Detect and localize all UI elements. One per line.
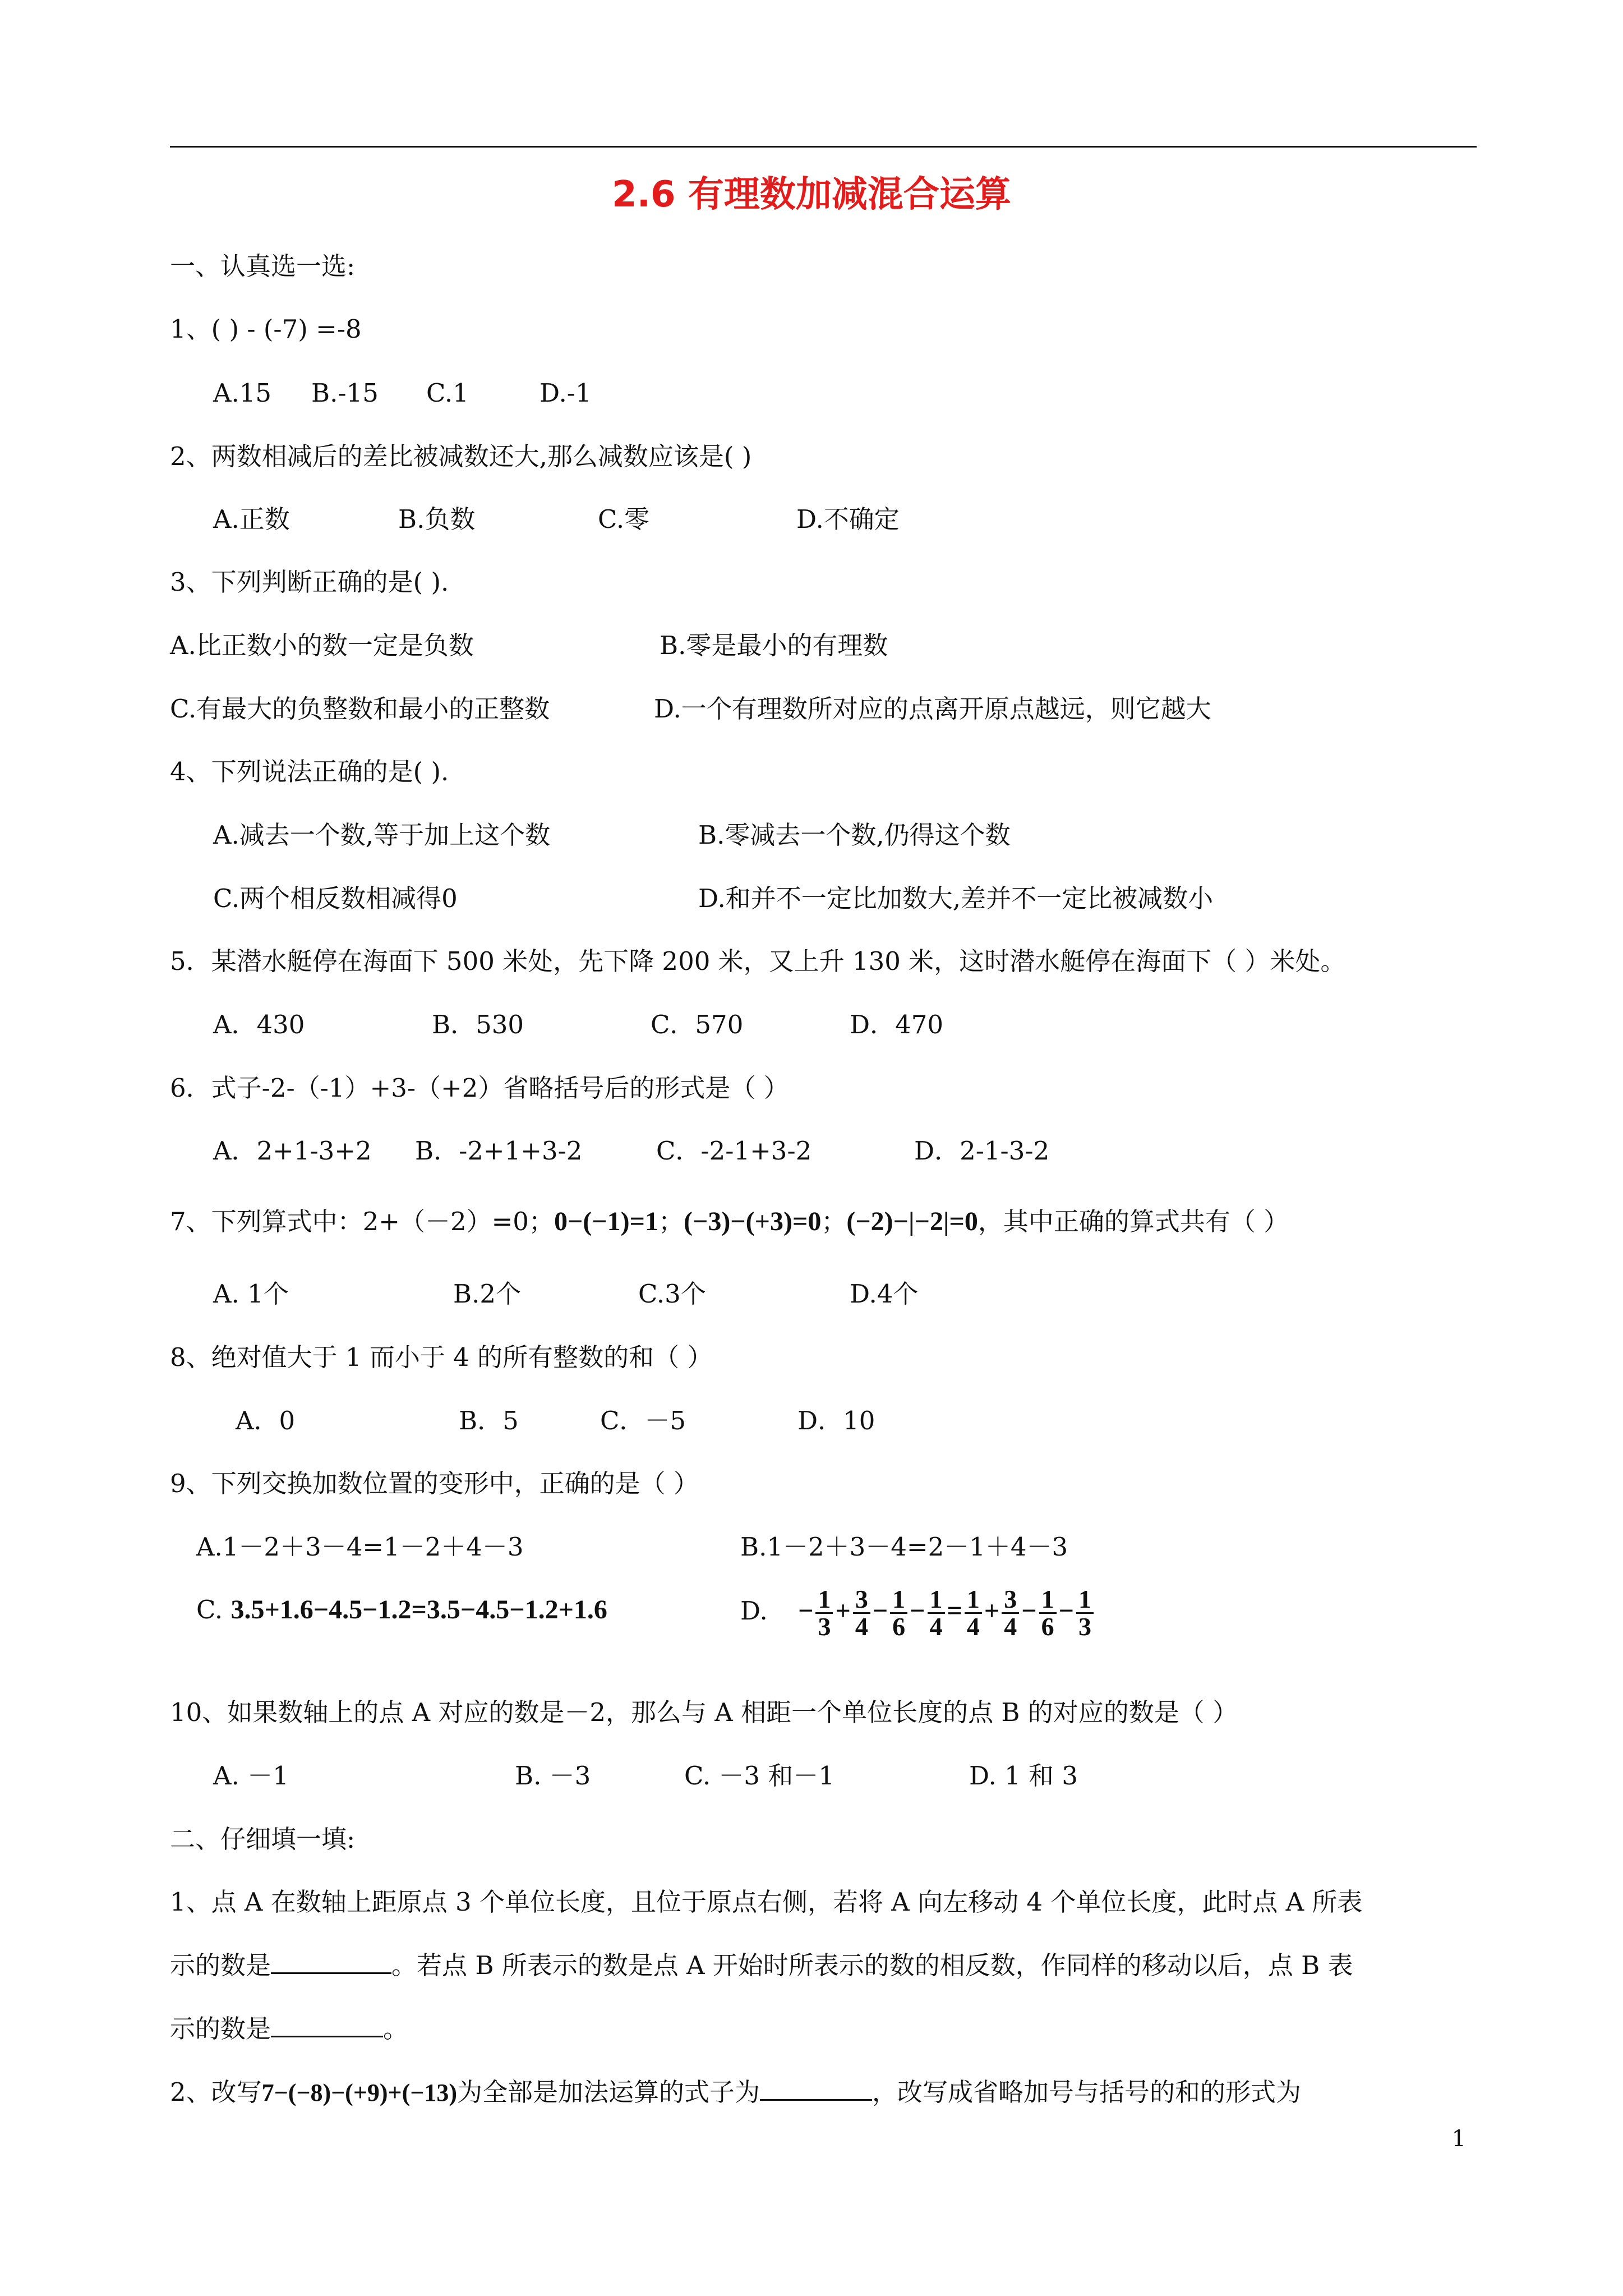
q9-option-d-label: D.	[740, 1596, 768, 1626]
q7-expression-3: (−2)−|−2|=0	[846, 1207, 978, 1236]
question-5: 5．某潜水艇停在海面下 500 米处，先下降 200 米，又上升 130 米，这时潜水艇停在海面下（ ）米处。	[170, 946, 1346, 976]
q2-option-a: A.正数	[213, 504, 290, 534]
fraction: $\frac{3}{4}$	[853, 1586, 870, 1640]
q9-option-d: D. − $\frac{1}{3}$ + $\frac{3}{4}$ − $\frac{1}{6}$ − $\frac{1}{4}$ = $\frac{1}{4}$ + $\frac{3}{4}$ − $\frac{1}{6}$ − $\frac{1}{3}$	[740, 1577, 1096, 1645]
q2-option-c: C.零	[598, 504, 650, 534]
fraction: $\frac{1}{3}$	[815, 1586, 833, 1640]
q10-option-c: C. －3 和－1	[684, 1761, 835, 1791]
fraction: $\frac{1}{4}$	[928, 1586, 945, 1640]
q1-option-c: C.1	[426, 378, 469, 408]
answer-blank[interactable]	[760, 2077, 872, 2101]
q7-expression-1: 0−(−1)=1	[554, 1207, 658, 1236]
q7-option-b: B.2个	[453, 1279, 522, 1309]
q6-option-b: B．-2+1+3-2	[415, 1136, 583, 1166]
q5-option-a: A．430	[213, 1010, 305, 1039]
q3-option-d: D.一个有理数所对应的点离开原点越远，则它越大	[654, 694, 1211, 724]
fill-1-line-2: 示的数是 。若点 B 所表示的数是点 A 开始时所表示的数的相反数，作同样的移动以后，点 B 表	[170, 1950, 1353, 1980]
q7-option-d: D.4个	[850, 1279, 919, 1309]
question-1: 1、( ) - (-7) =-8	[170, 314, 362, 344]
question-3: 3、下列判断正确的是( ).	[170, 567, 449, 597]
fill-1-line-3: 示的数是 。	[170, 2014, 409, 2044]
q3-option-a: A.比正数小的数一定是负数	[170, 631, 474, 660]
q10-option-b: B. －3	[515, 1761, 591, 1791]
q5-option-b: B．530	[432, 1010, 524, 1039]
q8-option-c: C．－5	[600, 1406, 686, 1435]
fill-1-line-1: 1、点 A 在数轴上距原点 3 个单位长度，且位于原点右侧，若将 A 向左移动 4 个单位长度，此时点 A 所表	[170, 1887, 1363, 1917]
q1-option-b: B.-15	[311, 378, 379, 408]
q1-option-d: D.-1	[540, 378, 592, 408]
q5-option-d: D．470	[850, 1010, 943, 1039]
fraction: $\frac{1}{6}$	[890, 1586, 907, 1640]
q10-option-a: A. －1	[213, 1761, 289, 1791]
q8-option-b: B．5	[459, 1406, 519, 1435]
q9-option-c-label: C.	[196, 1595, 223, 1625]
question-4: 4、下列说法正确的是( ).	[170, 757, 449, 786]
question-2: 2、两数相减后的差比被减数还大,那么减数应该是( )	[170, 441, 752, 471]
section-2-heading: 二、仔细填一填:	[170, 1824, 356, 1854]
q9-option-a: A.1－2＋3－4=1－2＋4－3	[196, 1532, 524, 1562]
question-9: 9、下列交换加数位置的变形中，正确的是（ ）	[170, 1469, 699, 1498]
fraction: $\frac{1}{3}$	[1076, 1586, 1094, 1640]
q8-option-d: D．10	[797, 1406, 875, 1435]
q4-option-a: A.减去一个数,等于加上这个数	[213, 820, 551, 850]
q9-option-b: B.1－2＋3－4=2－1＋4－3	[740, 1532, 1068, 1562]
q6-option-d: D．2-1-3-2	[914, 1136, 1050, 1166]
question-10: 10、如果数轴上的点 A 对应的数是－2，那么与 A 相距一个单位长度的点 B 的对应的数是（ ）	[170, 1697, 1238, 1727]
q6-option-a: A．2+1-3+2	[213, 1136, 372, 1166]
q10-option-d: D. 1 和 3	[969, 1761, 1078, 1791]
answer-blank[interactable]	[271, 1950, 391, 1974]
question-7	[170, 1205, 1289, 1239]
q2-option-b: B.负数	[398, 504, 476, 534]
question-8: 8、绝对值大于 1 而小于 4 的所有整数的和（ ）	[170, 1342, 713, 1372]
q1-option-a: A.15	[213, 378, 272, 408]
q4-option-d: D.和并不一定比加数大,差并不一定比被减数小	[698, 884, 1214, 913]
q7-sep-2: ；	[821, 1207, 847, 1236]
question-6: 6．式子-2-（-1）+3-（+2）省略括号后的形式是（ ）	[170, 1073, 789, 1103]
fill-2-expression: 7−(−8)−(+9)+(−13)	[261, 2079, 457, 2106]
q7-expression-2: (−3)−(+3)=0	[683, 1207, 822, 1236]
q8-option-a: A．0	[236, 1406, 296, 1435]
q7-option-a: A. 1个	[213, 1279, 289, 1309]
fraction: $\frac{3}{4}$	[1002, 1586, 1019, 1640]
q4-option-c: C.两个相反数相减得0	[213, 884, 458, 913]
q7-suffix: ，其中正确的算式共有（ ）	[978, 1207, 1289, 1236]
q9-option-c	[196, 1593, 607, 1627]
q7-sep-1: ；	[658, 1207, 684, 1236]
fraction: $\frac{1}{4}$	[965, 1586, 982, 1640]
q7-option-c: C.3个	[638, 1279, 706, 1309]
q2-option-d: D.不确定	[796, 504, 900, 534]
q4-option-b: B.零减去一个数,仍得这个数	[698, 820, 1011, 850]
page-number: 1	[1451, 2126, 1466, 2152]
q9-option-c-expression: 3.5+1.6−4.5−1.2=3.5−4.5−1.2+1.6	[230, 1595, 607, 1625]
q7-prefix: 7、下列算式中：2+（－2）=0；	[170, 1207, 554, 1236]
q6-option-c: C．-2-1+3-2	[656, 1136, 812, 1166]
q3-option-b: B.零是最小的有理数	[660, 631, 888, 660]
answer-blank[interactable]	[271, 2013, 383, 2037]
header-rule	[170, 146, 1477, 148]
q3-option-c: C.有最大的负整数和最小的正整数	[170, 694, 550, 724]
page-title: 2.6 有理数加减混合运算	[612, 174, 1011, 215]
fill-2: 2、改写7−(−8)−(+9)+(−13)为全部是加法运算的式子为 ，改写成省略加号与括号的和的形式为	[170, 2077, 1302, 2107]
q5-option-c: C．570	[651, 1010, 744, 1039]
fraction: $\frac{1}{6}$	[1039, 1586, 1057, 1640]
section-1-heading: 一、认真选一选:	[170, 251, 356, 281]
